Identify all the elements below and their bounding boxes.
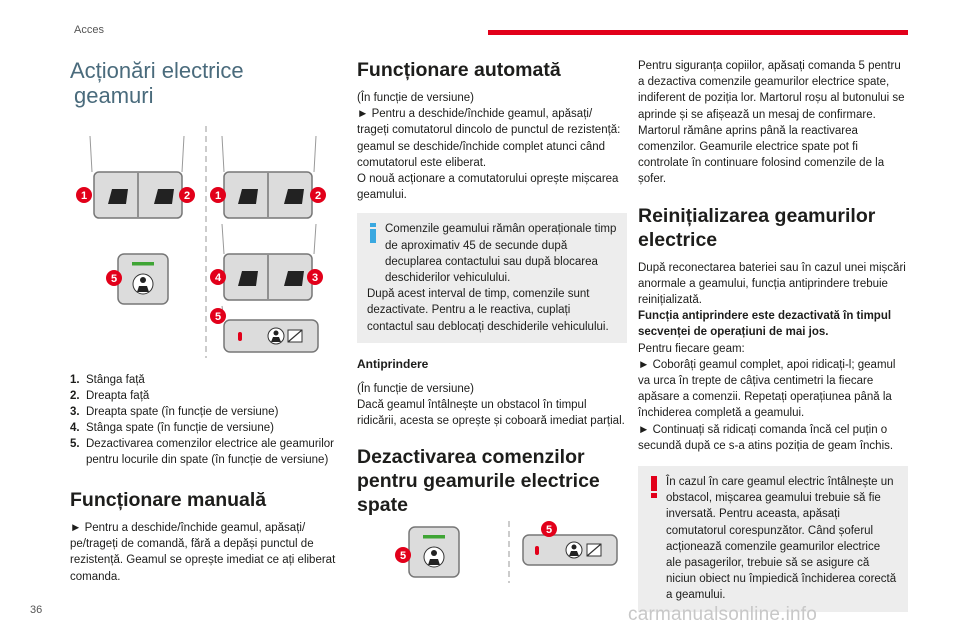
title-line-2: geamuri	[74, 83, 154, 108]
window-switch-diagram	[70, 126, 340, 358]
column-3	[638, 58, 908, 612]
deact-callout-5-left: 5	[399, 550, 407, 563]
reinit-p3: Pentru fiecare geam:	[638, 342, 745, 355]
column-2	[357, 58, 627, 588]
list-item: 4. Stânga spate (în funcție de versiune)	[70, 422, 274, 434]
deact-callout-5-right: 5	[545, 524, 553, 537]
warning-icon	[650, 476, 658, 498]
anti-heading: Antiprindere	[357, 356, 429, 371]
switch-panel-illustration	[70, 126, 320, 358]
manual-heading: Funcționare manuală	[70, 489, 267, 511]
warning-note	[638, 466, 908, 612]
auto-heading: Funcționare automată	[357, 59, 561, 81]
callout-3: 3	[311, 272, 319, 284]
reinit-p1: După reconectarea bateriei sau în cazul unei mișcări anormale a geamului, funcția antiprindere trebuie reinițializată.	[638, 261, 906, 307]
list-item: 3. Dreapta spate (în funcție de versiune)	[70, 406, 279, 418]
callout-5-right: 5	[214, 311, 222, 323]
deactivation-buttons-illustration	[377, 521, 617, 583]
title-line-1: Acționări electrice	[70, 58, 244, 83]
page-title	[70, 58, 340, 108]
watermark: carmanualsonline.info	[628, 604, 818, 625]
auto-stop: O nouă acționare a comutatorului oprește mișcarea geamului.	[357, 173, 619, 202]
callout-2-right: 2	[314, 190, 322, 202]
info-note	[357, 213, 627, 342]
list-item: 1. Stânga față	[70, 374, 145, 386]
auto-version: (În funcție de versiune)	[357, 92, 474, 104]
manual-text: ► Pentru a deschide/închide geamul, apăsați/ pe/trageți de comandă, fără a depăși punctul de rezistență. Geamul se oprește imediat ce ați eliberat comanda.	[70, 522, 336, 583]
callout-5-left: 5	[110, 273, 118, 285]
legend-list	[70, 372, 340, 468]
list-item: 5. Dezactivarea comenzilor electrice ale geamurilor pentru locurile din spate (în funcție de versiune)	[70, 438, 334, 466]
anti-version: (În funcție de versiune)	[357, 382, 474, 395]
auto-instruction: ► Pentru a deschide/închide geamul, apăsați/ trageți comutatorul dincolo de punctul de rezistență: geamul se deschide/închide complet atunci când comutatorul este eliberat.	[357, 108, 621, 169]
column-1	[70, 58, 340, 585]
reinit-p4: ► Coborâți geamul complet, apoi ridicați-l; geamul va urca în trepte de câțiva centimetri la fiecare apăsare a comenzii. Repetați operațiunea până la închiderea completă a geamului.	[638, 358, 896, 420]
child-safety-text: Pentru siguranța copiilor, apăsați comanda 5 pentru a dezactiva comenzile geamurilor electrice spate, indiferent de poziția lor. Martorul roșu al butonului se aprinde și se afișează un mesaj de confirmare. Martorul rămâne aprins până la reactivarea comenzilor. Geamurile electrice spate pot fi controlate în continuare folosind comenzile de la șofer.	[638, 60, 905, 186]
info-note-p2: După acest interval de timp, comenzile sunt dezactivate. Pentru a le reactiva, cuplați contactul sau deblocați deschiderile vehiculului.	[367, 288, 609, 333]
callout-1-left: 1	[80, 190, 88, 202]
info-icon	[369, 223, 377, 243]
info-note-p1: Comenzile geamului rămân operaționale timp de aproximativ 45 de secunde după decuplarea contactului sau după blocarea deschiderilor vehiculului.	[385, 223, 617, 285]
reinit-p5: ► Continuați să ridicați comanda încă cel puțin o secundă după ce s-a atins poziția de geam închis.	[638, 423, 894, 452]
anti-text: Dacă geamul întâlnește un obstacol în timpul ridicării, acesta se oprește și coboară imediat parțial.	[357, 399, 625, 428]
section-title: Acces	[74, 24, 104, 36]
callout-1-right: 1	[214, 190, 222, 202]
callout-4: 4	[214, 272, 222, 284]
page-number: 36	[30, 604, 43, 616]
callout-2-left: 2	[183, 190, 191, 202]
header-accent-bar	[488, 30, 908, 35]
list-item: 2. Dreapta față	[70, 390, 150, 402]
reinit-heading: Reinițializarea geamurilor electrice	[638, 204, 876, 251]
warning-note-text: În cazul în care geamul electric întâlnește un obstacol, mișcarea geamului trebuie să fie inversată. Pentru aceasta, apăsați comutatorul corespunzător. Când șoferul acționează comenzile geamurilor electrice ale pasagerilor, trebuie să se asigure că niciun obiect nu împiedică închiderea corectă a geamului.	[666, 476, 897, 602]
deact-heading: Dezactivarea comenzilor pentru geamurile electrice spate	[357, 446, 600, 517]
reinit-p2: Funcția antiprindere este dezactivată în timpul secvenței de operațiuni de mai jos.	[638, 310, 892, 339]
